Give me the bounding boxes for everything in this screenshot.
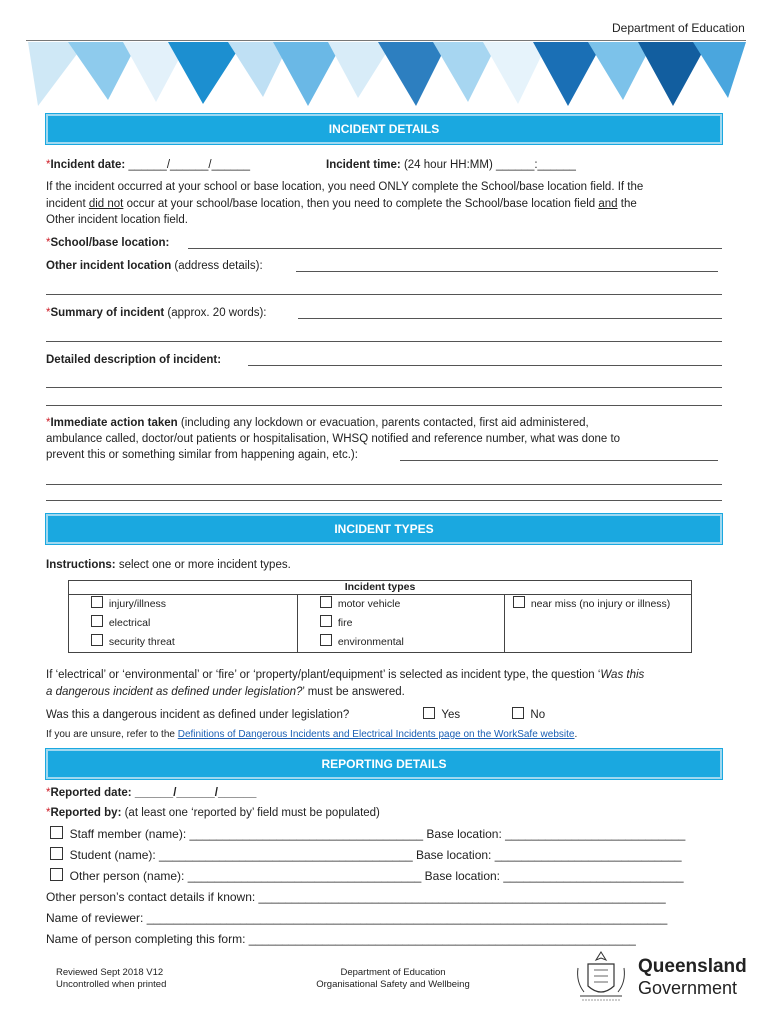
school-location-label: *School/base location: [46, 237, 170, 249]
unsure-note: If you are unsure, refer to the Definitions of Dangerous Incidents and Electrical Incidents page on the WorkSafe website. [46, 729, 578, 740]
reporter-staff-row[interactable]: Staff member (name): ___________________________________ Base location: ___________________________ [50, 826, 685, 842]
checkbox[interactable] [423, 707, 435, 719]
detailed-description-line-2[interactable] [46, 387, 722, 388]
logo-government: Government [638, 978, 738, 998]
other-location-input-line-2[interactable] [46, 294, 722, 295]
incident-types-table [68, 580, 692, 653]
location-note-line-3: Other incident location field. [46, 214, 188, 226]
dangerous-note-line-2: a dangerous incident as defined under legislation?’ must be answered. [46, 686, 405, 698]
checkbox[interactable] [91, 596, 103, 608]
type-security-threat[interactable]: security threat [91, 633, 297, 652]
reported-by-label: *Reported by: (at least one ‘reported by’ field must be populated) [46, 807, 380, 819]
checkbox[interactable] [50, 847, 63, 860]
header-divider [26, 40, 746, 41]
checkbox[interactable] [320, 596, 332, 608]
summary-input-line-2[interactable] [46, 341, 722, 342]
types-instructions: Instructions: select one or more incident types. [46, 559, 291, 571]
type-electrical[interactable]: electrical [91, 614, 297, 633]
reviewer-field[interactable]: Name of reviewer: ______________________________________________________________________________ [46, 911, 668, 925]
immediate-action-line-2[interactable] [46, 484, 722, 485]
type-injury-illness[interactable]: injury/illness [91, 595, 297, 614]
checkbox[interactable] [320, 634, 332, 646]
qld-crest-icon [572, 948, 630, 1006]
detailed-description-label: Detailed description of incident: [46, 354, 222, 366]
reported-date-field[interactable]: *Reported date: ______/______/______ [46, 787, 257, 799]
detailed-description-input[interactable] [248, 365, 722, 366]
header-department: Department of Education [612, 21, 745, 35]
school-location-input[interactable] [188, 248, 722, 249]
type-motor-vehicle[interactable]: motor vehicle [320, 595, 504, 614]
checkbox[interactable] [512, 707, 524, 719]
detailed-description-line-3[interactable] [46, 405, 722, 406]
checkbox[interactable] [91, 634, 103, 646]
dangerous-no-option[interactable]: No [512, 707, 545, 723]
incident-date-field[interactable]: *Incident date: ______/______/______ [46, 159, 250, 171]
other-location-label: Other incident location (address details): [46, 260, 263, 272]
footer-uncontrolled: Uncontrolled when printed [56, 979, 167, 990]
summary-input[interactable] [298, 318, 722, 319]
footer-reviewed: Reviewed Sept 2018 V12 [56, 967, 164, 978]
location-note-line-1: If the incident occurred at your school or base location, you need ONLY complete the School/base location field. If the [46, 181, 644, 193]
dangerous-note-line-1: If ‘electrical’ or ‘environmental’ or ‘fire’ or ‘property/plant/equipment’ is selected as incident type, the question ‘Was this [46, 669, 645, 681]
immediate-action-hint-2: ambulance called, doctor/out patients or hospitalisation, WHSQ notified and reference number, what was done to [46, 433, 621, 445]
checkbox[interactable] [513, 596, 525, 608]
header-triangle-banner [28, 42, 746, 106]
incident-time-field[interactable]: Incident time: (24 hour HH:MM) ______:______ [326, 159, 576, 171]
section-reporting-details: REPORTING DETAILS [46, 749, 722, 779]
other-location-input[interactable] [296, 271, 718, 272]
checkbox[interactable] [50, 826, 63, 839]
type-environmental[interactable]: environmental [320, 633, 504, 652]
reporter-other-row[interactable]: Other person (name): ___________________________________ Base location: ___________________________ [50, 868, 684, 884]
location-note-line-2: incident did not occur at your school/base location, then you need to complete the School/base location field and the [46, 198, 637, 210]
completer-field[interactable]: Name of person completing this form: __________________________________________________________ [46, 932, 636, 946]
checkbox[interactable] [91, 615, 103, 627]
checkbox[interactable] [320, 615, 332, 627]
dangerous-question: Was this a dangerous incident as defined under legislation? [46, 709, 350, 721]
logo-queensland: Queensland [638, 956, 747, 977]
worksafe-definitions-link[interactable]: Definitions of Dangerous Incidents and Electrical Incidents page on the WorkSafe website [177, 729, 575, 740]
other-contact-field[interactable]: Other person’s contact details if known: _____________________________________________________________ [46, 890, 666, 904]
summary-label: *Summary of incident (approx. 20 words): [46, 307, 267, 319]
checkbox[interactable] [50, 868, 63, 881]
section-incident-types: INCIDENT TYPES [46, 514, 722, 544]
footer-department: Department of Education [340, 967, 446, 978]
type-near-miss[interactable]: near miss (no injury or illness) [513, 595, 691, 614]
immediate-action-label: *Immediate action taken (including any lockdown or evacuation, parents contacted, first aid administered, [46, 417, 589, 429]
immediate-action-hint-3: prevent this or something similar from happening again, etc.): [46, 449, 358, 461]
incident-types-header: Incident types [69, 581, 692, 595]
type-fire[interactable]: fire [320, 614, 504, 633]
immediate-action-input[interactable] [400, 460, 718, 461]
dangerous-yes-option[interactable]: Yes [423, 707, 460, 723]
reporter-student-row[interactable]: Student (name): ______________________________________ Base location: ____________________________ [50, 847, 682, 863]
footer-unit: Organisational Safety and Wellbeing [316, 979, 470, 990]
immediate-action-line-3[interactable] [46, 500, 722, 501]
section-incident-details: INCIDENT DETAILS [46, 114, 722, 144]
